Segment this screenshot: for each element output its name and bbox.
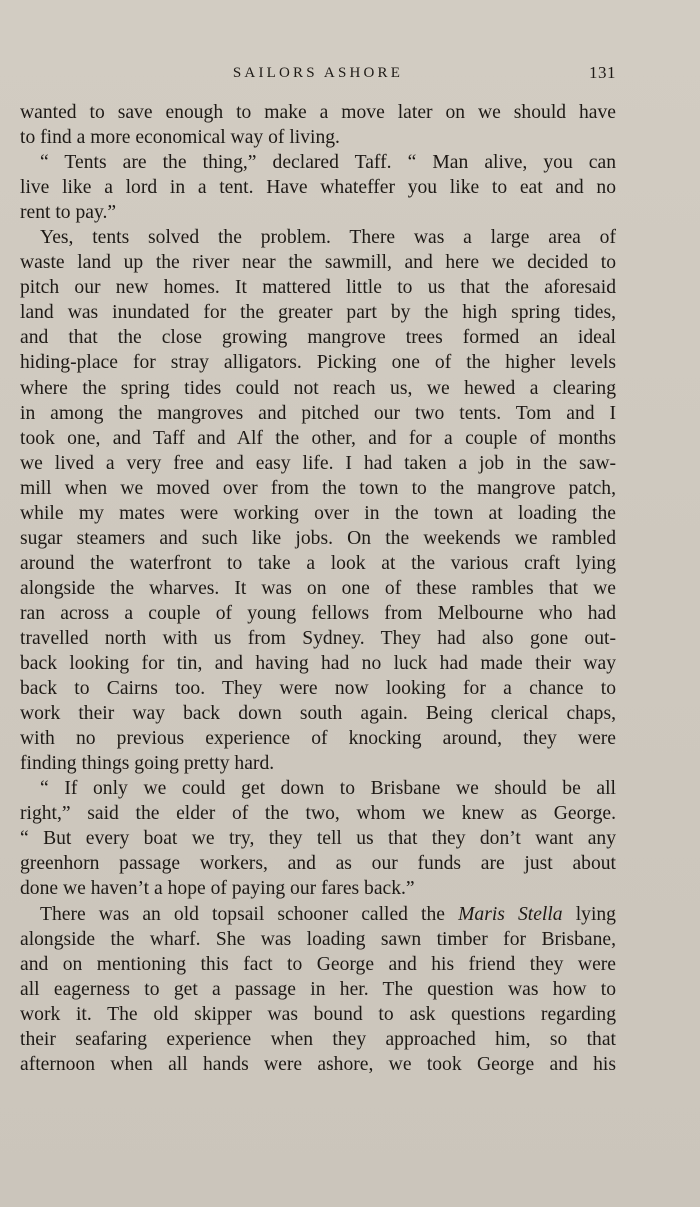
text-line: alongside the wharves. It was on one of these rambles that we [20, 577, 616, 599]
text-line: “ But every boat we try, they tell us that they don’t want any [20, 828, 616, 850]
text-line: Yes, tents solved the problem. There was a large area of [40, 227, 616, 249]
text-line: live like a lord in a tent. Have whateffer you like to eat and no [20, 177, 616, 199]
text-line: while my mates were working over in the town at loading the [20, 502, 616, 524]
text-line: we lived a very free and easy life. I had taken a job in the saw- [20, 452, 616, 474]
text-line: took one, and Taff and Alf the other, and for a couple of months [20, 427, 616, 449]
text-line: in among the mangroves and pitched our two tents. Tom and I [20, 402, 616, 424]
text-line: afternoon when all hands were ashore, we took George and his [20, 1053, 616, 1075]
text-line: waste land up the river near the sawmill, and here we decided to [20, 252, 616, 274]
page-number: 131 [589, 63, 616, 82]
text-line: around the waterfront to take a look at the various craft lying [20, 552, 616, 574]
body-text [20, 100, 616, 1077]
text-line: where the spring tides could not reach us, we hewed a clearing [20, 377, 616, 399]
text-line: back looking for tin, and having had no luck had made their way [20, 653, 616, 675]
text-line: hiding-place for stray alligators. Picking one of the higher levels [20, 352, 616, 374]
text-line: work it. The old skipper was bound to ask questions regarding [20, 1003, 616, 1025]
text-line: back to Cairns too. They were now looking for a chance to [20, 678, 616, 700]
text-line: land was inundated for the greater part by the high spring tides, [20, 302, 616, 324]
running-head [20, 62, 616, 84]
text-line: with no previous experience of knocking around, they were [20, 728, 616, 750]
text-line: right,” said the elder of the two, whom we knew as George. [20, 803, 616, 825]
text-line [20, 902, 616, 927]
text-line: wanted to save enough to make a move later on we should have [20, 102, 616, 123]
text-line: finding things going pretty hard. [20, 753, 275, 775]
text-line: to find a more economical way of living. [20, 127, 340, 149]
text-line: and that the close growing mangrove trees formed an ideal [20, 327, 616, 349]
text-line: “ If only we could get down to Brisbane we should be all [40, 778, 616, 800]
running-title: SAILORS ASHORE [232, 65, 404, 81]
text-line: mill when we moved over from the town to the mangrove patch, [20, 477, 616, 499]
text-segment: There was an old topsail schooner called the [40, 903, 459, 925]
text-line: alongside the wharf. She was loading sawn timber for Brisbane, [20, 928, 616, 950]
text-line: and on mentioning this fact to George and his friend they were [20, 953, 616, 975]
text-line: sugar steamers and such like jobs. On the weekends we rambled [20, 527, 616, 549]
text-line: done we haven’t a hope of paying our fares back.” [20, 878, 415, 900]
text-line: work their way back down south again. Being clerical chaps, [20, 703, 616, 725]
text-line: their seafaring experience when they approached him, so that [20, 1028, 616, 1050]
ship-name: Maris Stella [458, 903, 563, 925]
text-line: “ Tents are the thing,” declared Taff. “ Man alive, you can [40, 152, 616, 174]
text-line: rent to pay.” [20, 202, 117, 224]
text-line: travelled north with us from Sydney. They had also gone out- [20, 627, 616, 649]
text-line: greenhorn passage workers, and as our funds are just about [20, 853, 616, 875]
text-line: all eagerness to get a passage in her. The question was how to [20, 978, 616, 1000]
text-line: ran across a couple of young fellows from Melbourne who had [20, 602, 616, 624]
text-line: pitch our new homes. It mattered little to us that the aforesaid [20, 277, 616, 299]
text-segment: lying [562, 903, 616, 925]
